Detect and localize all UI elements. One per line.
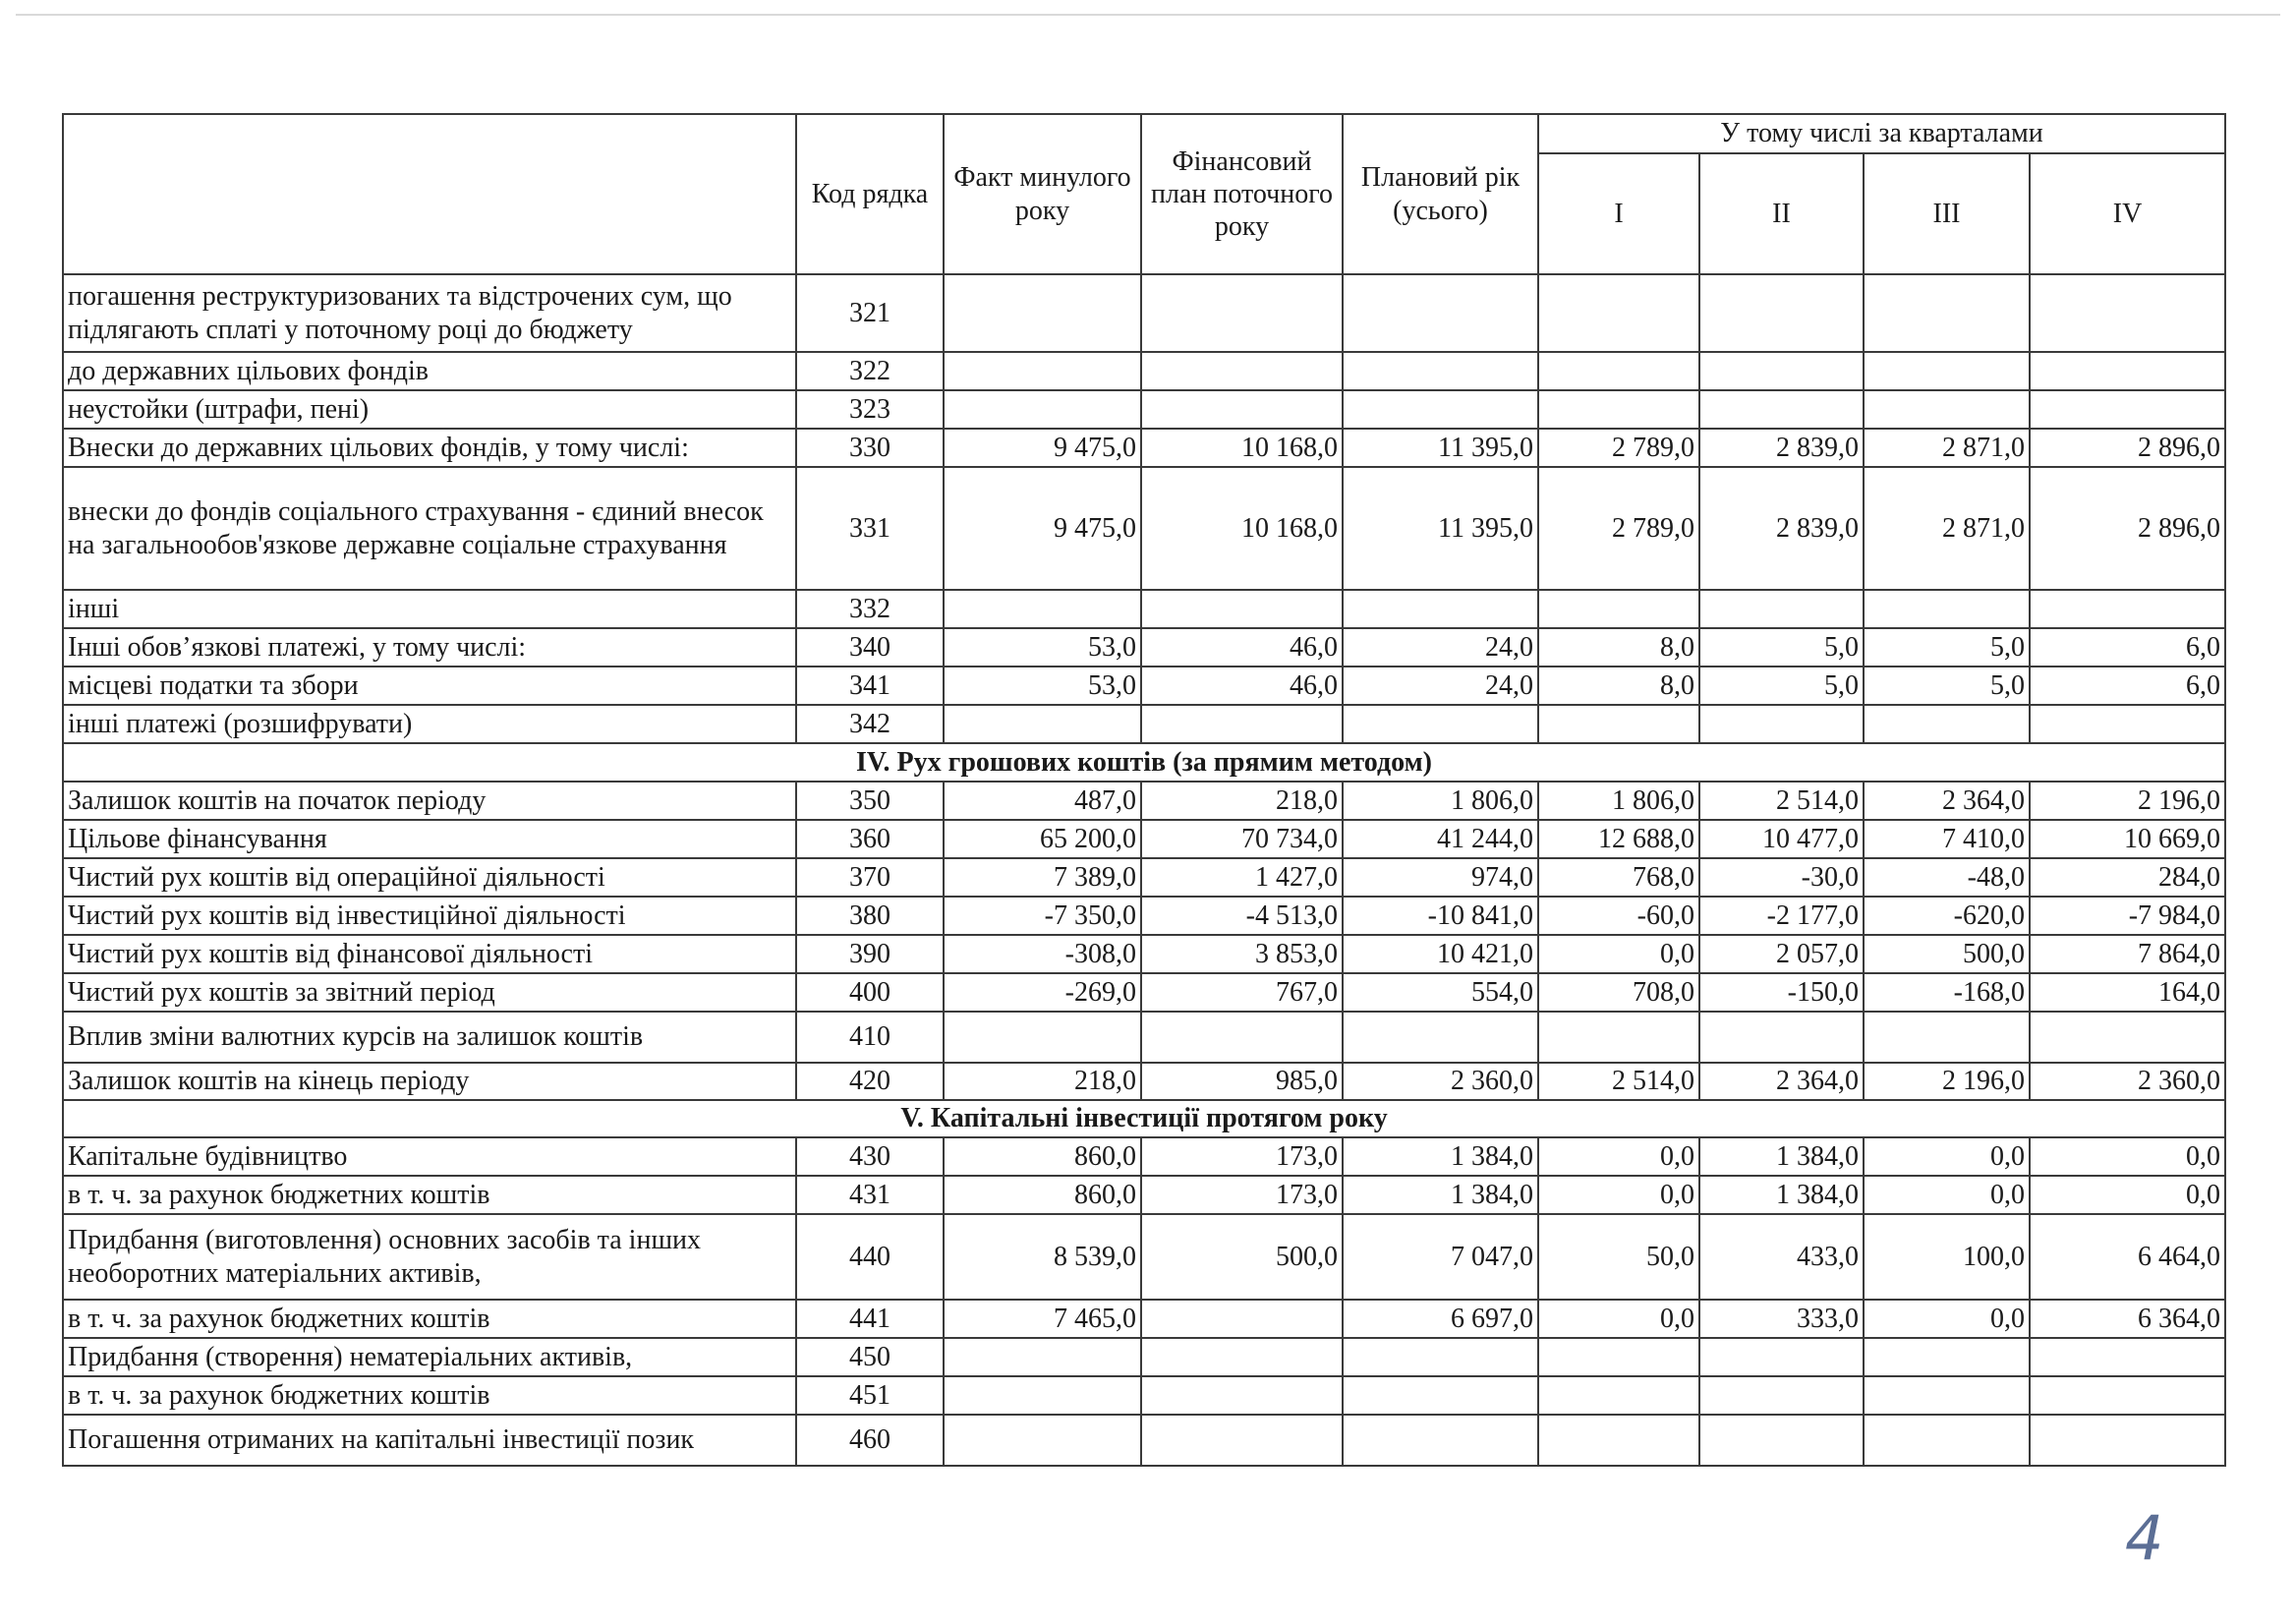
- row-label: Внески до державних цільових фондів, у тому числі:: [63, 429, 796, 467]
- plan-year-value: 1 384,0: [1343, 1137, 1538, 1176]
- table-row: [63, 935, 2225, 973]
- table-row: [63, 1063, 2225, 1100]
- q2-value: -30,0: [1699, 858, 1864, 897]
- row-label: інші: [63, 590, 796, 628]
- q3-value: 0,0: [1864, 1300, 2030, 1338]
- fin-plan-value: 173,0: [1141, 1176, 1343, 1214]
- fact-value: [944, 705, 1141, 743]
- q4-value: 0,0: [2030, 1137, 2225, 1176]
- row-label: в т. ч. за рахунок бюджетних коштів: [63, 1176, 796, 1214]
- row-code: 342: [796, 705, 944, 743]
- row-label: Чистий рух коштів від інвестиційної діяльності: [63, 897, 796, 935]
- plan-year-value: 41 244,0: [1343, 820, 1538, 858]
- plan-year-value: 974,0: [1343, 858, 1538, 897]
- fact-value: 53,0: [944, 628, 1141, 667]
- q3-value: 2 871,0: [1864, 429, 2030, 467]
- q4-value: 2 896,0: [2030, 429, 2225, 467]
- row-code: 450: [796, 1338, 944, 1376]
- table-row: [63, 1137, 2225, 1176]
- plan-year-value: 2 360,0: [1343, 1063, 1538, 1100]
- fact-value: -7 350,0: [944, 897, 1141, 935]
- row-code: 441: [796, 1300, 944, 1338]
- q2-value: 2 057,0: [1699, 935, 1864, 973]
- table-row: [63, 973, 2225, 1012]
- fin-plan-value: -4 513,0: [1141, 897, 1343, 935]
- q4-value: [2030, 705, 2225, 743]
- q2-value: 2 839,0: [1699, 467, 1864, 590]
- row-label: неустойки (штрафи, пені): [63, 390, 796, 429]
- q3-value: [1864, 390, 2030, 429]
- q2-value: [1699, 352, 1864, 390]
- q4-value: [2030, 1415, 2225, 1466]
- q4-value: 6,0: [2030, 628, 2225, 667]
- fact-value: 218,0: [944, 1063, 1141, 1100]
- q4-value: 2 896,0: [2030, 467, 2225, 590]
- q1-value: 0,0: [1538, 1300, 1699, 1338]
- row-label: Залишок коштів на початок періоду: [63, 782, 796, 820]
- q4-value: [2030, 1338, 2225, 1376]
- q4-value: 2 360,0: [2030, 1063, 2225, 1100]
- q1-value: [1538, 1376, 1699, 1415]
- row-code: 332: [796, 590, 944, 628]
- plan-year-value: 554,0: [1343, 973, 1538, 1012]
- table-row: [63, 1338, 2225, 1376]
- q3-value: -168,0: [1864, 973, 2030, 1012]
- fact-value: [944, 1376, 1141, 1415]
- q1-value: [1538, 390, 1699, 429]
- plan-year-value: [1343, 590, 1538, 628]
- fin-plan-value: [1141, 590, 1343, 628]
- q3-value: 500,0: [1864, 935, 2030, 973]
- q2-value: 5,0: [1699, 667, 1864, 705]
- header-fin-plan: Фінансовий план поточного року: [1141, 114, 1343, 274]
- q3-value: [1864, 590, 2030, 628]
- q3-value: -620,0: [1864, 897, 2030, 935]
- fin-plan-value: [1141, 1012, 1343, 1063]
- q2-value: [1699, 1338, 1864, 1376]
- plan-year-value: 1 384,0: [1343, 1176, 1538, 1214]
- row-label: Придбання (виготовлення) основних засобів та інших необоротних матеріальних активів,: [63, 1214, 796, 1300]
- row-code: 390: [796, 935, 944, 973]
- row-label: Чистий рух коштів від операційної діяльності: [63, 858, 796, 897]
- row-label: Капітальне будівництво: [63, 1137, 796, 1176]
- row-code: 350: [796, 782, 944, 820]
- q4-value: 7 864,0: [2030, 935, 2225, 973]
- q4-value: 10 669,0: [2030, 820, 2225, 858]
- row-code: 380: [796, 897, 944, 935]
- q2-value: 2 514,0: [1699, 782, 1864, 820]
- table-row: [63, 858, 2225, 897]
- q4-value: 2 196,0: [2030, 782, 2225, 820]
- fin-plan-value: 1 427,0: [1141, 858, 1343, 897]
- row-label: до державних цільових фондів: [63, 352, 796, 390]
- fact-value: 860,0: [944, 1176, 1141, 1214]
- q2-value: 1 384,0: [1699, 1176, 1864, 1214]
- q3-value: 100,0: [1864, 1214, 2030, 1300]
- fin-plan-value: 500,0: [1141, 1214, 1343, 1300]
- fin-plan-value: [1141, 1376, 1343, 1415]
- q1-value: 0,0: [1538, 1137, 1699, 1176]
- q3-value: [1864, 1376, 2030, 1415]
- table-row: [63, 782, 2225, 820]
- row-label: інші платежі (розшифрувати): [63, 705, 796, 743]
- q3-value: [1864, 1415, 2030, 1466]
- q2-value: 433,0: [1699, 1214, 1864, 1300]
- fact-value: [944, 274, 1141, 352]
- handwritten-page-number: 4: [2125, 1502, 2164, 1574]
- row-code: 340: [796, 628, 944, 667]
- q1-value: [1538, 274, 1699, 352]
- fin-plan-value: 985,0: [1141, 1063, 1343, 1100]
- q1-value: 2 789,0: [1538, 429, 1699, 467]
- fact-value: [944, 590, 1141, 628]
- plan-year-value: [1343, 390, 1538, 429]
- fact-value: 8 539,0: [944, 1214, 1141, 1300]
- row-code: 431: [796, 1176, 944, 1214]
- q3-value: 5,0: [1864, 667, 2030, 705]
- table-row: [63, 1415, 2225, 1466]
- q2-value: [1699, 274, 1864, 352]
- row-label: Інші обов’язкові платежі, у тому числі:: [63, 628, 796, 667]
- q1-value: 8,0: [1538, 667, 1699, 705]
- row-code: 341: [796, 667, 944, 705]
- q1-value: [1538, 1338, 1699, 1376]
- row-label: внески до фондів соціального страхування - єдиний внесок на загальнообов'язкове державне соціальне страхування: [63, 467, 796, 590]
- fin-plan-value: 46,0: [1141, 667, 1343, 705]
- q4-value: [2030, 1376, 2225, 1415]
- q2-value: 333,0: [1699, 1300, 1864, 1338]
- q2-value: -150,0: [1699, 973, 1864, 1012]
- plan-year-value: [1343, 1415, 1538, 1466]
- table-row: [63, 1214, 2225, 1300]
- table-row: [63, 705, 2225, 743]
- header-code: Код рядка: [796, 114, 944, 274]
- q2-value: [1699, 390, 1864, 429]
- fin-plan-value: [1141, 1338, 1343, 1376]
- fin-plan-value: 70 734,0: [1141, 820, 1343, 858]
- section-title: IV. Рух грошових коштів (за прямим методом): [63, 743, 2225, 782]
- fin-plan-value: 767,0: [1141, 973, 1343, 1012]
- q3-value: -48,0: [1864, 858, 2030, 897]
- plan-year-value: 1 806,0: [1343, 782, 1538, 820]
- fact-value: 7 389,0: [944, 858, 1141, 897]
- fin-plan-value: 10 168,0: [1141, 429, 1343, 467]
- q2-value: 2 839,0: [1699, 429, 1864, 467]
- fact-value: [944, 352, 1141, 390]
- fact-value: 7 465,0: [944, 1300, 1141, 1338]
- header-quarter-2: II: [1699, 153, 1864, 274]
- fin-plan-value: 218,0: [1141, 782, 1343, 820]
- q3-value: [1864, 1338, 2030, 1376]
- fact-value: [944, 1012, 1141, 1063]
- header-fact: Факт минулого року: [944, 114, 1141, 274]
- plan-year-value: 11 395,0: [1343, 429, 1538, 467]
- table-row: [63, 897, 2225, 935]
- plan-year-value: [1343, 1338, 1538, 1376]
- q3-value: 7 410,0: [1864, 820, 2030, 858]
- fact-value: -308,0: [944, 935, 1141, 973]
- fact-value: 9 475,0: [944, 429, 1141, 467]
- q4-value: [2030, 390, 2225, 429]
- row-code: 420: [796, 1063, 944, 1100]
- plan-year-value: -10 841,0: [1343, 897, 1538, 935]
- row-label: Вплив зміни валютних курсів на залишок коштів: [63, 1012, 796, 1063]
- fact-value: 53,0: [944, 667, 1141, 705]
- q3-value: [1864, 274, 2030, 352]
- plan-year-value: 11 395,0: [1343, 467, 1538, 590]
- row-label: Чистий рух коштів від фінансової діяльності: [63, 935, 796, 973]
- q3-value: 2 196,0: [1864, 1063, 2030, 1100]
- fact-value: [944, 1415, 1141, 1466]
- fact-value: 860,0: [944, 1137, 1141, 1176]
- q1-value: [1538, 590, 1699, 628]
- q1-value: [1538, 705, 1699, 743]
- q2-value: [1699, 1415, 1864, 1466]
- section-row: [63, 1100, 2225, 1137]
- row-label: погашення реструктуризованих та відстрочених сум, що підлягають сплаті у поточному році до бюджету: [63, 274, 796, 352]
- financial-plan-table: [62, 113, 2226, 1467]
- fin-plan-value: 46,0: [1141, 628, 1343, 667]
- fact-value: 65 200,0: [944, 820, 1141, 858]
- row-label: Придбання (створення) нематеріальних активів,: [63, 1338, 796, 1376]
- fact-value: -269,0: [944, 973, 1141, 1012]
- q3-value: 2 364,0: [1864, 782, 2030, 820]
- q4-value: 164,0: [2030, 973, 2225, 1012]
- q1-value: [1538, 352, 1699, 390]
- q1-value: [1538, 1415, 1699, 1466]
- table-row: [63, 1376, 2225, 1415]
- row-code: 331: [796, 467, 944, 590]
- q4-value: [2030, 274, 2225, 352]
- fin-plan-value: [1141, 1300, 1343, 1338]
- q4-value: 6 364,0: [2030, 1300, 2225, 1338]
- fin-plan-value: [1141, 390, 1343, 429]
- q3-value: 0,0: [1864, 1137, 2030, 1176]
- fact-value: 487,0: [944, 782, 1141, 820]
- q2-value: 2 364,0: [1699, 1063, 1864, 1100]
- q3-value: 5,0: [1864, 628, 2030, 667]
- fin-plan-value: 10 168,0: [1141, 467, 1343, 590]
- q2-value: 1 384,0: [1699, 1137, 1864, 1176]
- q3-value: 2 871,0: [1864, 467, 2030, 590]
- table-row: [63, 590, 2225, 628]
- row-label: Цільове фінансування: [63, 820, 796, 858]
- fin-plan-value: [1141, 1415, 1343, 1466]
- q4-value: -7 984,0: [2030, 897, 2225, 935]
- row-code: 451: [796, 1376, 944, 1415]
- table-row: [63, 429, 2225, 467]
- row-label: Чистий рух коштів за звітний період: [63, 973, 796, 1012]
- q4-value: 284,0: [2030, 858, 2225, 897]
- q1-value: 2 789,0: [1538, 467, 1699, 590]
- q1-value: 0,0: [1538, 935, 1699, 973]
- table-row: [63, 667, 2225, 705]
- q1-value: 1 806,0: [1538, 782, 1699, 820]
- plan-year-value: [1343, 274, 1538, 352]
- q1-value: -60,0: [1538, 897, 1699, 935]
- q1-value: 708,0: [1538, 973, 1699, 1012]
- q2-value: 5,0: [1699, 628, 1864, 667]
- row-label: місцеві податки та збори: [63, 667, 796, 705]
- plan-year-value: [1343, 1012, 1538, 1063]
- q1-value: 12 688,0: [1538, 820, 1699, 858]
- row-code: 400: [796, 973, 944, 1012]
- table-row: [63, 1012, 2225, 1063]
- row-code: 460: [796, 1415, 944, 1466]
- q3-value: 0,0: [1864, 1176, 2030, 1214]
- section-title: V. Капітальні інвестиції протягом року: [63, 1100, 2225, 1137]
- header-quarters: У тому числі за кварталами: [1538, 114, 2225, 153]
- q1-value: 2 514,0: [1538, 1063, 1699, 1100]
- header-quarter-3: III: [1864, 153, 2030, 274]
- q1-value: 0,0: [1538, 1176, 1699, 1214]
- fin-plan-value: [1141, 352, 1343, 390]
- row-code: 370: [796, 858, 944, 897]
- table-row: [63, 352, 2225, 390]
- row-code: 410: [796, 1012, 944, 1063]
- fact-value: [944, 1338, 1141, 1376]
- table-row: [63, 467, 2225, 590]
- header-quarter-1: I: [1538, 153, 1699, 274]
- table-row: [63, 628, 2225, 667]
- row-code: 323: [796, 390, 944, 429]
- q4-value: [2030, 1012, 2225, 1063]
- plan-year-value: [1343, 352, 1538, 390]
- fact-value: [944, 390, 1141, 429]
- table-row: [63, 390, 2225, 429]
- plan-year-value: 10 421,0: [1343, 935, 1538, 973]
- q1-value: [1538, 1012, 1699, 1063]
- header-label-cell: [63, 114, 796, 274]
- row-code: 321: [796, 274, 944, 352]
- plan-year-value: [1343, 705, 1538, 743]
- row-code: 322: [796, 352, 944, 390]
- q2-value: [1699, 1012, 1864, 1063]
- q4-value: [2030, 590, 2225, 628]
- row-label: Залишок коштів на кінець періоду: [63, 1063, 796, 1100]
- plan-year-value: 24,0: [1343, 667, 1538, 705]
- section-row: [63, 743, 2225, 782]
- fin-plan-value: [1141, 274, 1343, 352]
- table-header: [63, 114, 2225, 274]
- q3-value: [1864, 1012, 2030, 1063]
- q2-value: [1699, 1376, 1864, 1415]
- plan-year-value: 7 047,0: [1343, 1214, 1538, 1300]
- q2-value: [1699, 705, 1864, 743]
- q4-value: 6,0: [2030, 667, 2225, 705]
- row-label: в т. ч. за рахунок бюджетних коштів: [63, 1376, 796, 1415]
- fin-plan-value: [1141, 705, 1343, 743]
- row-code: 440: [796, 1214, 944, 1300]
- plan-year-value: [1343, 1376, 1538, 1415]
- header-quarter-4: IV: [2030, 153, 2225, 274]
- q3-value: [1864, 352, 2030, 390]
- q1-value: 50,0: [1538, 1214, 1699, 1300]
- q1-value: 768,0: [1538, 858, 1699, 897]
- q2-value: -2 177,0: [1699, 897, 1864, 935]
- table-row: [63, 1176, 2225, 1214]
- row-label: в т. ч. за рахунок бюджетних коштів: [63, 1300, 796, 1338]
- plan-year-value: 24,0: [1343, 628, 1538, 667]
- row-code: 360: [796, 820, 944, 858]
- fin-plan-value: 3 853,0: [1141, 935, 1343, 973]
- row-code: 330: [796, 429, 944, 467]
- fin-plan-value: 173,0: [1141, 1137, 1343, 1176]
- q2-value: [1699, 590, 1864, 628]
- q4-value: 6 464,0: [2030, 1214, 2225, 1300]
- table-row: [63, 1300, 2225, 1338]
- table-body: [63, 274, 2225, 1466]
- q2-value: 10 477,0: [1699, 820, 1864, 858]
- table-row: [63, 274, 2225, 352]
- fact-value: 9 475,0: [944, 467, 1141, 590]
- q1-value: 8,0: [1538, 628, 1699, 667]
- table-row: [63, 820, 2225, 858]
- plan-year-value: 6 697,0: [1343, 1300, 1538, 1338]
- row-code: 430: [796, 1137, 944, 1176]
- q4-value: 0,0: [2030, 1176, 2225, 1214]
- q3-value: [1864, 705, 2030, 743]
- header-plan-year: Плановий рік (усього): [1343, 114, 1538, 274]
- row-label: Погашення отриманих на капітальні інвестиції позик: [63, 1415, 796, 1466]
- q4-value: [2030, 352, 2225, 390]
